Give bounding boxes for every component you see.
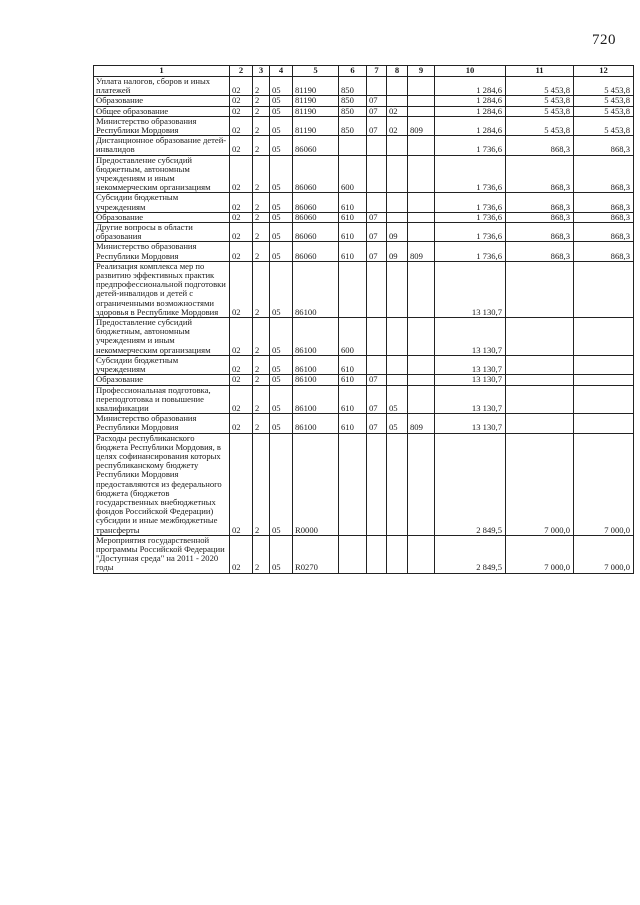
- cell-c4: 05: [270, 106, 293, 116]
- cell-c3: 2: [253, 433, 270, 535]
- cell-c5: 86100: [293, 355, 339, 374]
- row-name: Профессиональная подготовка, переподготовка и повышение квалификации: [94, 385, 230, 414]
- cell-c10: 2 849,5: [435, 433, 506, 535]
- cell-c8: [387, 433, 408, 535]
- cell-c5: R0000: [293, 433, 339, 535]
- cell-c4: 05: [270, 223, 293, 242]
- cell-c5: 86100: [293, 385, 339, 414]
- cell-c9: 809: [408, 242, 435, 261]
- table-row: [94, 96, 634, 106]
- cell-c10: 1 284,6: [435, 106, 506, 116]
- cell-c11: 868,3: [506, 223, 574, 242]
- cell-c2: 02: [230, 261, 253, 317]
- cell-c6: 610: [339, 223, 367, 242]
- cell-c10: 1 736,6: [435, 242, 506, 261]
- cell-c8: 02: [387, 106, 408, 116]
- cell-c7: 07: [367, 116, 387, 135]
- cell-c11: 868,3: [506, 136, 574, 155]
- column-header-2: 2: [230, 66, 253, 77]
- cell-c10: 1 736,6: [435, 223, 506, 242]
- cell-c6: 610: [339, 355, 367, 374]
- cell-c3: 2: [253, 106, 270, 116]
- column-header-12: 12: [574, 66, 634, 77]
- cell-c6: 610: [339, 193, 367, 212]
- cell-c5: 81190: [293, 96, 339, 106]
- column-header-7: 7: [367, 66, 387, 77]
- cell-c10: 13 130,7: [435, 261, 506, 317]
- cell-c8: [387, 77, 408, 96]
- cell-c10: 1 284,6: [435, 77, 506, 96]
- row-name: Мероприятия государственной программы Российской Федерации "Доступная среда" на 2011 - 2020 годы: [94, 535, 230, 573]
- cell-c5: 81190: [293, 77, 339, 96]
- cell-c8: 09: [387, 223, 408, 242]
- cell-c10: 1 284,6: [435, 116, 506, 135]
- cell-c9: [408, 433, 435, 535]
- cell-c6: 850: [339, 96, 367, 106]
- cell-c2: 02: [230, 375, 253, 385]
- cell-c9: [408, 77, 435, 96]
- cell-c2: 02: [230, 433, 253, 535]
- cell-c9: 809: [408, 414, 435, 433]
- cell-c5: 86100: [293, 414, 339, 433]
- cell-c8: 05: [387, 414, 408, 433]
- cell-c4: 05: [270, 385, 293, 414]
- row-name: Другие вопросы в области образования: [94, 223, 230, 242]
- row-name: Предоставление субсидий бюджетным, автономным учреждениям и иным некоммерческим организациям: [94, 155, 230, 193]
- row-name: Образование: [94, 375, 230, 385]
- cell-c6: 600: [339, 318, 367, 356]
- cell-c9: [408, 318, 435, 356]
- cell-c12: [574, 414, 634, 433]
- table-row: [94, 355, 634, 374]
- cell-c4: 05: [270, 414, 293, 433]
- cell-c3: 2: [253, 193, 270, 212]
- cell-c4: 05: [270, 535, 293, 573]
- cell-c5: 86060: [293, 223, 339, 242]
- cell-c10: 13 130,7: [435, 385, 506, 414]
- cell-c3: 2: [253, 96, 270, 106]
- cell-c7: [367, 318, 387, 356]
- cell-c4: 05: [270, 155, 293, 193]
- column-header-11: 11: [506, 66, 574, 77]
- cell-c11: 5 453,8: [506, 77, 574, 96]
- cell-c6: 850: [339, 106, 367, 116]
- cell-c3: 2: [253, 261, 270, 317]
- cell-c11: [506, 385, 574, 414]
- cell-c6: 610: [339, 414, 367, 433]
- table-row: [94, 155, 634, 193]
- cell-c4: 05: [270, 355, 293, 374]
- cell-c10: 2 849,5: [435, 535, 506, 573]
- cell-c3: 2: [253, 136, 270, 155]
- cell-c8: [387, 261, 408, 317]
- cell-c11: 5 453,8: [506, 96, 574, 106]
- cell-c9: [408, 155, 435, 193]
- cell-c5: 86060: [293, 242, 339, 261]
- cell-c3: 2: [253, 242, 270, 261]
- cell-c7: [367, 535, 387, 573]
- row-name: Дистанционное образование детей-инвалидов: [94, 136, 230, 155]
- cell-c10: 1 736,6: [435, 155, 506, 193]
- cell-c7: [367, 155, 387, 193]
- cell-c7: 07: [367, 385, 387, 414]
- cell-c9: [408, 223, 435, 242]
- cell-c2: 02: [230, 193, 253, 212]
- cell-c12: 868,3: [574, 155, 634, 193]
- cell-c8: [387, 318, 408, 356]
- cell-c12: 868,3: [574, 242, 634, 261]
- cell-c6: 610: [339, 375, 367, 385]
- cell-c5: 86060: [293, 155, 339, 193]
- column-header-1: 1: [94, 66, 230, 77]
- cell-c2: 02: [230, 77, 253, 96]
- cell-c2: 02: [230, 355, 253, 374]
- cell-c8: [387, 375, 408, 385]
- column-header-10: 10: [435, 66, 506, 77]
- cell-c2: 02: [230, 535, 253, 573]
- cell-c7: [367, 433, 387, 535]
- cell-c3: 2: [253, 385, 270, 414]
- cell-c6: 850: [339, 116, 367, 135]
- table-row: [94, 433, 634, 535]
- cell-c12: [574, 385, 634, 414]
- cell-c11: 868,3: [506, 212, 574, 222]
- column-header-5: 5: [293, 66, 339, 77]
- cell-c8: 05: [387, 385, 408, 414]
- row-name: Министерство образования Республики Мордовия: [94, 116, 230, 135]
- cell-c2: 02: [230, 242, 253, 261]
- column-header-3: 3: [253, 66, 270, 77]
- row-name: Министерство образования Республики Мордовия: [94, 242, 230, 261]
- table-row: [94, 136, 634, 155]
- cell-c7: [367, 77, 387, 96]
- cell-c8: [387, 535, 408, 573]
- cell-c11: 5 453,8: [506, 106, 574, 116]
- cell-c11: 7 000,0: [506, 535, 574, 573]
- cell-c2: 02: [230, 318, 253, 356]
- cell-c12: 868,3: [574, 223, 634, 242]
- cell-c7: [367, 261, 387, 317]
- table-row: [94, 385, 634, 414]
- cell-c3: 2: [253, 77, 270, 96]
- table-row: [94, 535, 634, 573]
- cell-c4: 05: [270, 318, 293, 356]
- cell-c2: 02: [230, 106, 253, 116]
- cell-c5: 86100: [293, 261, 339, 317]
- cell-c9: [408, 355, 435, 374]
- budget-table: [93, 65, 634, 574]
- cell-c4: 05: [270, 433, 293, 535]
- column-header-6: 6: [339, 66, 367, 77]
- cell-c2: 02: [230, 223, 253, 242]
- cell-c2: 02: [230, 116, 253, 135]
- table-row: [94, 318, 634, 356]
- cell-c9: [408, 535, 435, 573]
- cell-c3: 2: [253, 535, 270, 573]
- cell-c4: 05: [270, 136, 293, 155]
- cell-c12: 5 453,8: [574, 96, 634, 106]
- cell-c8: [387, 355, 408, 374]
- table-row: [94, 414, 634, 433]
- cell-c7: 07: [367, 242, 387, 261]
- cell-c12: 868,3: [574, 212, 634, 222]
- row-name: Министерство образования Республики Мордовия: [94, 414, 230, 433]
- cell-c5: 86100: [293, 318, 339, 356]
- table-body: [94, 77, 634, 574]
- cell-c7: [367, 193, 387, 212]
- cell-c3: 2: [253, 223, 270, 242]
- cell-c3: 2: [253, 355, 270, 374]
- cell-c9: [408, 136, 435, 155]
- cell-c10: 13 130,7: [435, 375, 506, 385]
- cell-c9: [408, 261, 435, 317]
- cell-c3: 2: [253, 318, 270, 356]
- cell-c8: 02: [387, 116, 408, 135]
- cell-c5: 81190: [293, 116, 339, 135]
- cell-c9: [408, 212, 435, 222]
- cell-c4: 05: [270, 96, 293, 106]
- cell-c11: [506, 375, 574, 385]
- cell-c9: 809: [408, 116, 435, 135]
- cell-c7: 07: [367, 414, 387, 433]
- cell-c7: 07: [367, 106, 387, 116]
- table-row: [94, 106, 634, 116]
- cell-c12: [574, 375, 634, 385]
- cell-c5: 81190: [293, 106, 339, 116]
- row-name: Субсидии бюджетным учреждениям: [94, 193, 230, 212]
- cell-c10: 13 130,7: [435, 318, 506, 356]
- cell-c7: 07: [367, 96, 387, 106]
- column-header-4: 4: [270, 66, 293, 77]
- cell-c9: [408, 96, 435, 106]
- cell-c6: 610: [339, 385, 367, 414]
- row-name: Общее образование: [94, 106, 230, 116]
- cell-c11: 5 453,8: [506, 116, 574, 135]
- cell-c9: [408, 193, 435, 212]
- cell-c11: 868,3: [506, 155, 574, 193]
- cell-c3: 2: [253, 155, 270, 193]
- cell-c2: 02: [230, 385, 253, 414]
- cell-c11: [506, 355, 574, 374]
- cell-c5: 86060: [293, 136, 339, 155]
- table-row: [94, 223, 634, 242]
- column-header-9: 9: [408, 66, 435, 77]
- cell-c11: 868,3: [506, 193, 574, 212]
- cell-c6: [339, 433, 367, 535]
- cell-c12: 7 000,0: [574, 535, 634, 573]
- cell-c6: [339, 535, 367, 573]
- cell-c11: 868,3: [506, 242, 574, 261]
- cell-c5: 86060: [293, 212, 339, 222]
- cell-c9: [408, 385, 435, 414]
- row-name: Реализация комплекса мер по развитию эффективных практик предпрофессиональной подготовки детей-инвалидов и детей с ограниченными возможностями здоровья в Республике Мордовия: [94, 261, 230, 317]
- table-row: [94, 242, 634, 261]
- cell-c7: [367, 136, 387, 155]
- cell-c6: 850: [339, 77, 367, 96]
- cell-c8: [387, 212, 408, 222]
- cell-c3: 2: [253, 116, 270, 135]
- cell-c12: 5 453,8: [574, 116, 634, 135]
- cell-c9: [408, 375, 435, 385]
- page-number: 720: [592, 32, 616, 48]
- row-name: Расходы республиканского бюджета Республики Мордовия, в целях софинансирования которых республиканскому бюджету Республики Мордовия предоставляются из федерального бюджета (бюджетов государственных внебюджетных фондов Российской Федерации) субсидии и иные межбюджетные трансферты: [94, 433, 230, 535]
- cell-c4: 05: [270, 242, 293, 261]
- cell-c3: 2: [253, 414, 270, 433]
- cell-c3: 2: [253, 212, 270, 222]
- cell-c11: 7 000,0: [506, 433, 574, 535]
- cell-c4: 05: [270, 375, 293, 385]
- cell-c2: 02: [230, 155, 253, 193]
- cell-c2: 02: [230, 96, 253, 106]
- cell-c10: 13 130,7: [435, 414, 506, 433]
- cell-c5: 86100: [293, 375, 339, 385]
- cell-c4: 05: [270, 116, 293, 135]
- table-row: [94, 212, 634, 222]
- cell-c6: 610: [339, 242, 367, 261]
- cell-c2: 02: [230, 212, 253, 222]
- cell-c9: [408, 106, 435, 116]
- cell-c10: 1 736,6: [435, 136, 506, 155]
- cell-c12: [574, 355, 634, 374]
- cell-c10: 1 284,6: [435, 96, 506, 106]
- cell-c5: 86060: [293, 193, 339, 212]
- cell-c12: 5 453,8: [574, 106, 634, 116]
- cell-c3: 2: [253, 375, 270, 385]
- row-name: Образование: [94, 96, 230, 106]
- cell-c5: R0270: [293, 535, 339, 573]
- cell-c4: 05: [270, 212, 293, 222]
- cell-c10: 1 736,6: [435, 212, 506, 222]
- cell-c12: 868,3: [574, 193, 634, 212]
- cell-c2: 02: [230, 414, 253, 433]
- cell-c11: [506, 261, 574, 317]
- table-row: [94, 375, 634, 385]
- row-name: Предоставление субсидий бюджетным, автономным учреждениям и иным некоммерческим организациям: [94, 318, 230, 356]
- cell-c6: 600: [339, 155, 367, 193]
- cell-c4: 05: [270, 261, 293, 317]
- cell-c8: [387, 193, 408, 212]
- table-header-row: [94, 66, 634, 77]
- column-header-8: 8: [387, 66, 408, 77]
- cell-c2: 02: [230, 136, 253, 155]
- cell-c8: 09: [387, 242, 408, 261]
- cell-c8: [387, 96, 408, 106]
- cell-c12: [574, 261, 634, 317]
- cell-c8: [387, 155, 408, 193]
- cell-c7: 07: [367, 375, 387, 385]
- cell-c7: [367, 355, 387, 374]
- cell-c11: [506, 318, 574, 356]
- cell-c11: [506, 414, 574, 433]
- cell-c12: 868,3: [574, 136, 634, 155]
- cell-c7: 07: [367, 223, 387, 242]
- cell-c12: [574, 318, 634, 356]
- cell-c6: 610: [339, 212, 367, 222]
- cell-c6: [339, 136, 367, 155]
- cell-c10: 1 736,6: [435, 193, 506, 212]
- table-row: [94, 193, 634, 212]
- row-name: Уплата налогов, сборов и иных платежей: [94, 77, 230, 96]
- cell-c6: [339, 261, 367, 317]
- row-name: Субсидии бюджетным учреждениям: [94, 355, 230, 374]
- table-row: [94, 116, 634, 135]
- cell-c12: 5 453,8: [574, 77, 634, 96]
- cell-c7: 07: [367, 212, 387, 222]
- cell-c8: [387, 136, 408, 155]
- table-row: [94, 77, 634, 96]
- cell-c12: 7 000,0: [574, 433, 634, 535]
- table-row: [94, 261, 634, 317]
- row-name: Образование: [94, 212, 230, 222]
- cell-c4: 05: [270, 193, 293, 212]
- cell-c4: 05: [270, 77, 293, 96]
- cell-c10: 13 130,7: [435, 355, 506, 374]
